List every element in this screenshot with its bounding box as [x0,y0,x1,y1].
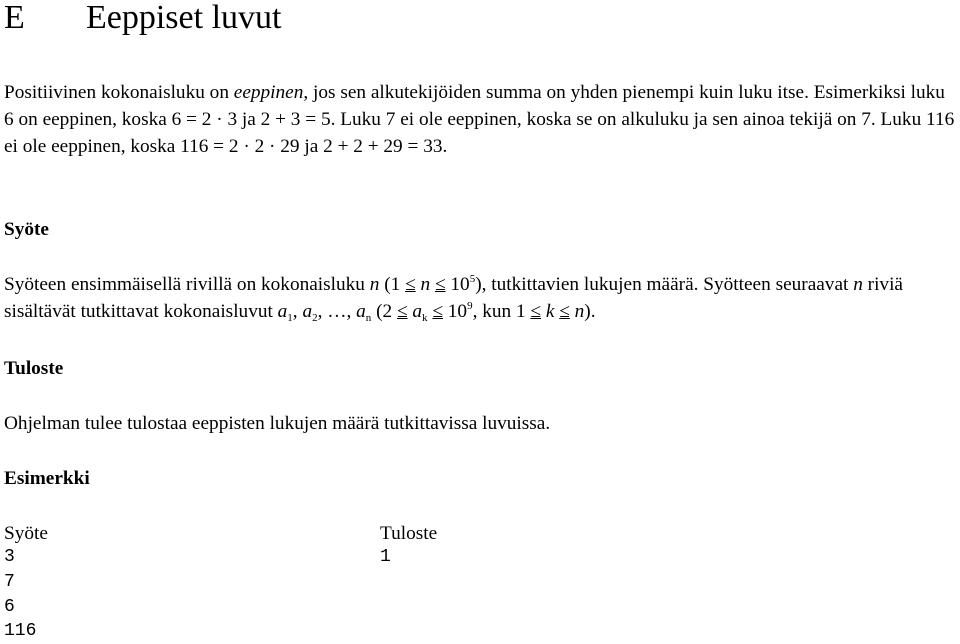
input-text: , …, [317,301,357,322]
example-output-block [380,545,391,570]
leq-symbol: ≤ [559,301,570,322]
example-input-line: 3 [4,547,15,567]
output-description: Ohjelman tulee tulostaa eeppisten lukujen määrä tutkittavissa luvuissa. [4,413,551,434]
input-text: , kun 1 [472,301,531,322]
input-text: ), tutkittavien lukujen määrä. Syötteen seuraavat [475,274,854,295]
var-a: a [407,301,423,322]
input-text: 10 [442,301,468,322]
input-text: ). [584,301,596,322]
subscript: k [422,312,428,324]
example-input-block [4,545,36,644]
exponent: 5 [469,273,476,285]
problem-statement [4,79,956,160]
leq-symbol: ≤ [432,301,443,322]
var-a: a [356,301,366,322]
var-n: n [415,274,435,295]
example-input-label: Syöte [4,523,48,544]
problem-title [4,0,281,38]
leq-symbol: ≤ [530,301,542,322]
output-heading: Tuloste [4,358,64,379]
subscript: 1 [287,312,293,324]
example-output-label: Tuloste [380,523,438,544]
input-heading: Syöte [4,219,49,240]
problem-letter: E [4,0,25,36]
input-text: Syöteen ensimmäisellä rivillä on kokonaisluku [4,274,370,295]
var-n: n [569,301,585,322]
subscript: 2 [312,312,318,324]
var-a: a [277,301,288,322]
input-text: (2 [371,301,397,322]
var-a: a [302,301,313,322]
leq-symbol: ≤ [434,274,446,295]
example-output-line: 1 [380,547,391,567]
input-description [4,271,956,325]
input-text: (1 [379,274,406,295]
statement-text-rest: , jos sen alkutekijöiden summa on yhden pienempi kuin luku itse. Esimerkiksi luku 6 on eeppinen, koska 6 = 2 · 3 ja 2 + 3 = 5. Luku 7 ei ole eeppinen, koska se on alkuluku ja sen ainoa tekijä on 7. Luku 116 ei ole eeppinen, koska 116 = 2 · 2 · 29 ja 2 + 2 + 29 = 33. [4,82,955,157]
input-text: , [292,301,303,322]
input-text: riviä sisältävät tutkittavat kokonaisluvut [4,274,903,322]
subscript: n [365,312,372,324]
example-input-line: 116 [4,621,37,642]
var-k: k [541,301,560,322]
problem-name: Eeppiset luvut [86,0,282,36]
example-input-line: 7 [4,571,15,592]
example-input-line: 6 [4,596,15,617]
statement-text: Positiivinen kokonaisluku on [4,82,234,103]
example-heading: Esimerkki [4,468,90,489]
leq-symbol: ≤ [396,301,408,322]
exponent: 9 [467,300,473,312]
var-n: n [369,274,380,295]
statement-emphasis: eeppinen [233,82,304,103]
input-text: 10 [445,274,470,295]
var-n: n [853,274,863,295]
leq-symbol: ≤ [405,274,416,295]
